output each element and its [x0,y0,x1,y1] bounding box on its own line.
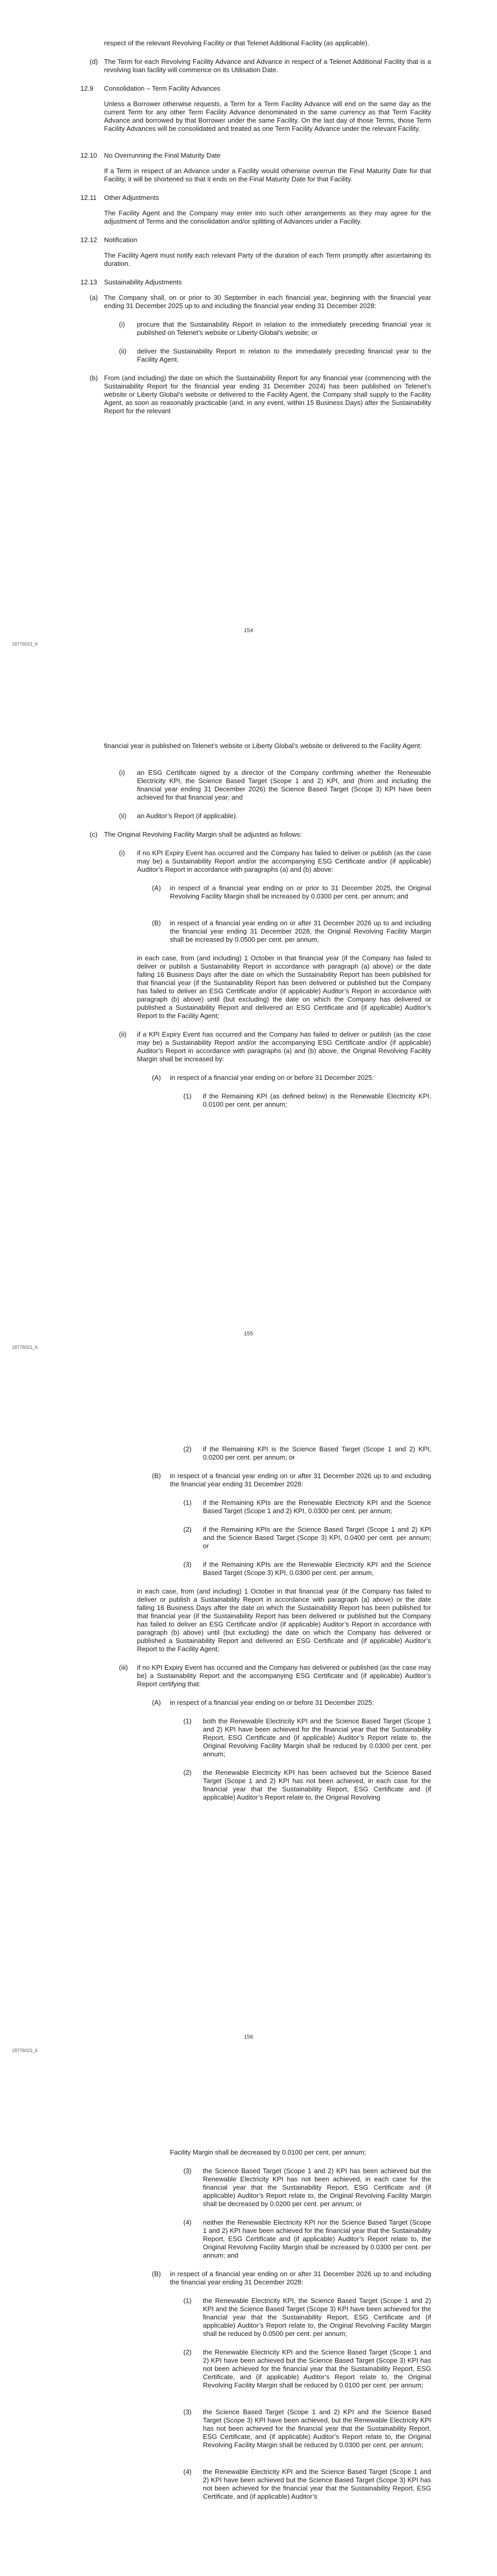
page-number: 155 [244,1331,253,1337]
list-marker: (B) [152,1472,161,1480]
clause-text: if the Remaining KPI (as defined below) is the Renewable Electricity KPI, 0.0100 per cent. per annum; [203,1092,431,1108]
clause-number: 12.10 [80,151,97,159]
clause-text: The Original Revolving Facility Margin shall be adjusted as follows: [104,831,302,838]
clause-text: the Science Based Target (Scope 1 and 2) KPI has been achieved but the Renewable Electricity KPI has not been achieved, in each case for the financial year that the Sustainability Report, ESG Certificate and (if applicable) Auditor’s Report relate to, the Original Revolving Facility Margin shall be decreased by 0.0200 per cent. per annum; or [203,2167,431,2208]
list-marker: (a) [90,294,98,301]
clause-text: in respect of a financial year ending on or after 31 December 2026 up to and including the financial year ending 31 December 2028, the Original Revolving Facility Margin shall be increased by 0.0500 per cent. per annum, [170,919,431,943]
list-marker: (ii) [119,347,127,355]
page [0,0,497,703]
document-reference: 18776021_6 [12,641,38,647]
clause-text: if the Remaining KPIs are the Renewable Electricity KPI and the Science Based Target (Scope 1 and 2) KPI, 0.0300 per cent. per annum; [203,1499,431,1515]
page [0,1406,497,2110]
clause-text: The Facility Agent must notify each relevant Party of the duration of each Term promptly after ascertaining its duration. [104,251,431,267]
clause-text: neither the Renewable Electricity KPI nor the Science Based Target (Scope 1 and 2) KPI have been achieved for the financial year that the Sustainability Report, ESG Certificate and (if applicable) Auditor’s Report relate to, the Original Revolving Facility Margin shall be increased by 0.0300 per cent. per annum; and [203,2218,431,2259]
clause-text: in each case, from (and including) 1 October in that financial year (if the Company has failed to deliver or publish a Sustainability Report in accordance with paragraph (a) above) or the date falling 16 Business Days after the date on which the Sustainability Report has been published for that financial year (if the Sustainability Report has been delivered or published but the Company has failed to deliver an ESG Certificate and/or (if applicable) Auditor’s Report in accordance with paragraph (b) above) until (but excluding) the date on which the Company has delivered or published a Sustainability Report and delivered an ESG Certificate and (if applicable) Auditor’s Report to the Facility Agent; [137,1587,431,1653]
list-marker: (d) [90,58,98,65]
clause-heading: No Overrunning the Final Maturity Date [104,151,221,159]
clause-number: 12.9 [80,84,94,92]
list-marker: (i) [119,320,125,328]
clause-text: both the Renewable Electricity KPI and the Science Based Target (Scope 1 and 2) KPI have been achieved for the financial year that the Sustainability Report, ESG Certificate and (if applicable) Auditor’s Report relate to, the Original Revolving Facility Margin shall be reduced by 0.0300 per cent. per annum; [203,1717,431,1758]
list-marker: (b) [90,374,98,382]
clause-text: if the Remaining KPIs are the Science Based Target (Scope 1 and 2) KPI and the Science Based Target (Scope 3) KPI, 0.0400 per cent. per annum; or [203,1526,431,1550]
clause-text: in each case, from (and including) 1 October in that financial year (if the Company has failed to deliver or publish a Sustainability Report in accordance with paragraph (a) above) or the date falling 16 Business Days after the date on which the Sustainability Report has been published for that financial year (if the Sustainability Report has been delivered or published but the Company has failed to deliver an ESG Certificate and/or (if applicable) Auditor’s Report in accordance with paragraph (b) above) until (but excluding) the date on which the Company has delivered or published a Sustainability Report and delivered an ESG Certificate and (if applicable) Auditor’s Report to the Facility Agent; [137,954,431,1020]
list-marker: (2) [183,1769,192,1776]
document-reference: 18776021_6 [12,2048,38,2053]
page-number: 154 [244,628,253,634]
clause-text: if a KPI Expiry Event has occurred and the Company has failed to deliver or publish (as the case may be) a Sustainability Report and/or the accompanying ESG Certificate and/or (if applicable) Auditor’s Report in accordance with paragraphs (a) and (b) above, the Original Revolving Facility Margin shall be increased by: [137,1030,431,1063]
list-marker: (4) [183,2218,192,2226]
clause-text: if the Remaining KPIs are the Renewable Electricity KPI and the Science Based Target (Scope 3) KPI, 0.0300 per cent. per annum, [203,1561,431,1577]
list-marker: (c) [90,831,98,838]
clause-text: deliver the Sustainability Report in relation to the immediately preceding financial year to the Facility Agent. [137,347,431,363]
list-marker: (iii) [119,1664,128,1671]
list-marker: (1) [183,1717,192,1725]
clause-number: 12.11 [80,194,97,201]
clause-text: in respect of a financial year ending on or before 31 December 2025: [170,1699,374,1706]
clause-heading: Notification [104,236,138,244]
clause-text: in respect of a financial year ending on or before 31 December 2025: [170,1074,374,1081]
clause-text: procure that the Sustainability Report in relation to the immediately preceding financial year is published on Telenet’s website or Liberty Global’s website; or [137,320,431,336]
clause-number: 12.12 [80,236,97,244]
list-marker: (A) [152,884,161,892]
clause-text: The Term for each Revolving Facility Advance and Advance in respect of a Telenet Additional Facility that is a revolving loan facility will commence on its Utilisation Date. [104,58,431,74]
list-marker: (ii) [119,1030,127,1038]
clause-text: financial year is published on Telenet’s website or Liberty Global’s website or delivered to the Facility Agent: [104,742,422,750]
list-marker: (3) [183,2167,192,2175]
clause-text: in respect of a financial year ending on or prior to 31 December 2025, the Original Revolving Facility Margin shall be increased by 0.0300 per cent. per annum; and [170,884,431,900]
list-marker: (A) [152,1699,161,1706]
clause-text: the Renewable Electricity KPI and the Science Based Target (Scope 1 and 2) KPI have been achieved but the Science Based Target (Scope 3) KPI has not been achieved for the financial year that the Sustainability Report, ESG Certificate, and (if applicable) Auditor’s Report relate to, the Original Revolving Facility Margin shall be reduced by 0.0100 per cent. per annum; [203,2348,431,2389]
clause-text: if the Remaining KPI is the Science Based Target (Scope 1 and 2) KPI, 0.0200 per cent. per annum; or [203,1445,431,1461]
clause-text: in respect of a financial year ending on or after 31 December 2026 up to and including the financial year ending 31 December 2028: [170,2270,431,2286]
clause-text: The Company shall, on or prior to 30 September in each financial year, beginning with the financial year ending 31 December 2025 up to and including the financial year ending 31 December 2028: [104,294,431,310]
list-marker: (3) [183,2408,192,2416]
clause-text: if no KPI Expiry Event has occurred and the Company has failed to deliver or publish (as the case may be) a Sustainability Report and/or the accompanying ESG Certificate and/or (if applicable) Auditor’s Report in accordance with paragraphs (a) and (b) above: [137,849,431,873]
list-marker: (B) [152,919,161,927]
list-marker: (1) [183,2297,192,2304]
document-reference: 18776021_6 [12,1345,38,1350]
clause-text: the Renewable Electricity KPI has been achieved but the Science Based Target (Scope 1 and 2) KPI has not been achieved, in each case for the financial year that the Sustainability Report, ESG Certificate and (if applicable) Auditor’s Report relate to, the Original Revolving [203,1769,431,1801]
page-number: 156 [244,2034,253,2040]
clause-heading: Other Adjustments [104,194,159,201]
clause-text: From (and including) the date on which the Sustainability Report for any financial year (commencing with the Sustainability Report for the financial year ending 31 December 2024) has been published on Telenet’s website or Liberty Global’s website or delivered to the Facility Agent, the Company shall supply to the Facility Agent, as soon as reasonably practicable (and, in any event, within 15 Business Days) after the Sustainability Report for the relevant [104,374,431,415]
clause-text: Facility Margin shall be decreased by 0.0100 per cent. per annum; [170,2148,366,2156]
list-marker: (ii) [119,812,127,820]
clause-text: the Science Based Target (Scope 1 and 2) KPI and the Science Based Target (Scope 3) KPI have been achieved, but the Renewable Electricity KPI has not been achieved for the financial year that the Sustainability Report, ESG Certificate, and (if applicable) Auditor’s Report relate to, the Original Revolving Facility Margin shall be reduced by 0.0300 per cent. per annum; [203,2408,431,2449]
list-marker: (i) [119,849,125,857]
clause-text: an ESG Certificate signed by a director of the Company confirming whether the Renewable Electricity KPI, the Science Based Target (Scope 1 and 2) KPI, and (from and including the financial year ending 31 December 2026) the Science Based Target (Scope 3) KPI have been achieved for that financial year; and [137,769,431,801]
page [0,703,497,1406]
clause-text: an Auditor’s Report (if applicable). [137,812,238,820]
list-marker: (1) [183,1092,192,1100]
page [0,2110,497,2576]
clause-text: if no KPI Expiry Event has occurred and the Company has delivered or published (as the case may be) a Sustainability Report and the accompanying ESG Certificate and (if applicable) Auditor’s Report certifying that: [137,1664,431,1688]
clause-number: 12.13 [80,278,97,286]
clause-text: respect of the relevant Revolving Facility or that Telenet Additional Facility (as applicable). [104,39,369,47]
list-marker: (i) [119,769,125,776]
clause-heading: Consolidation – Term Facility Advances [104,84,220,92]
list-marker: (4) [183,2468,192,2476]
clause-text: in respect of a financial year ending on or after 31 December 2026 up to and including the financial year ending 31 December 2028: [170,1472,431,1488]
list-marker: (1) [183,1499,192,1506]
list-marker: (2) [183,1445,192,1453]
list-marker: (2) [183,1526,192,1533]
clause-text: Unless a Borrower otherwise requests, a Term for a Term Facility Advance will end on the same day as the current Term for any other Term Facility Advance denominated in the same currency as that Term Facility Advance and borrowed by that Borrower under the same Facility. On the last day of those Terms, those Term Facility Advances will be consolidated and treated as one Term Facility Advance under the relevant Facility. [104,100,431,132]
clause-heading: Sustainability Adjustments [104,278,182,286]
clause-text: If a Term in respect of an Advance under a Facility would otherwise overrun the Final Maturity Date for that Facility, it will be shortened so that it ends on the Final Maturity Date for that Facility. [104,167,431,183]
clause-text: The Facility Agent and the Company may enter into such other arrangements as they may agree for the adjustment of Terms and the consolidation and/or splitting of Advances under a Facility. [104,209,431,225]
list-marker: (B) [152,2270,161,2278]
list-marker: (2) [183,2348,192,2356]
clause-text: the Renewable Electricity KPI, the Science Based Target (Scope 1 and 2) KPI and the Science Based Target (Scope 3) KPI have been achieved for the financial year that the Sustainability Report, ESG Certificate and (if applicable) Auditor’s Report relate to, the Original Revolving Facility Margin shall be reduced by 0.0500 per cent. per annum; [203,2297,431,2337]
list-marker: (3) [183,1561,192,1568]
clause-text: the Renewable Electricity KPI and the Science Based Target (Scope 1 and 2) KPI have been achieved but the Science Based Target (Scope 3) KPI has not been achieved for the financial year that the Sustainability Report, ESG Certificate, and (if applicable) Auditor’s [203,2468,431,2500]
list-marker: (A) [152,1074,161,1081]
